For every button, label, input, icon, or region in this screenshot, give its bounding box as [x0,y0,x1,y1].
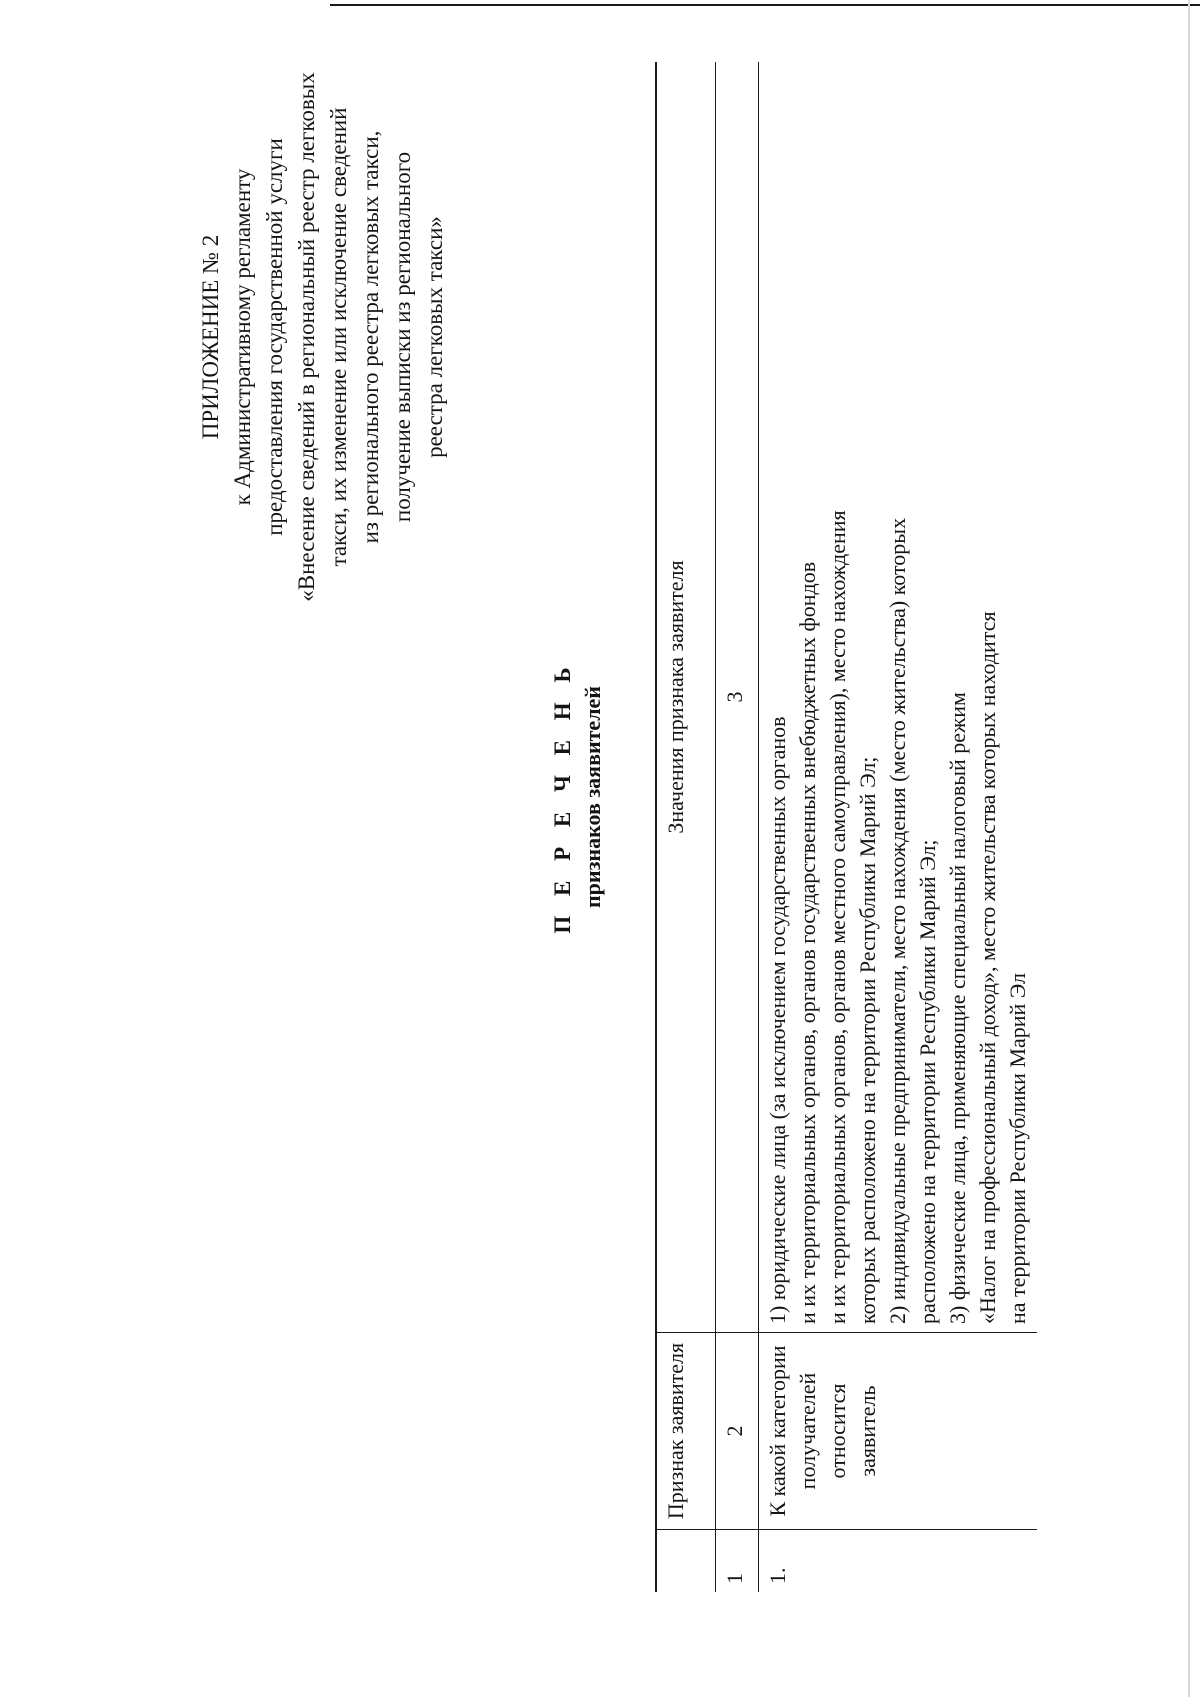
value-line: которых расположено на территории Республики Марий Эл; [855,756,880,1324]
column-number-cell: 1 [716,1530,759,1593]
table-row [759,62,1038,1592]
value-line: 3) физические лица, применяющие специальный налоговый режим [945,692,970,1324]
appendix-line: к Административному регламенту [230,168,255,506]
appendix-line: из регионального реестра легковых такси, [358,130,383,544]
heading-subtitle: признаков заявителей [580,686,605,908]
appendix-block [195,27,451,647]
appendix-title: ПРИЛОЖЕНИЕ № 2 [198,234,223,440]
value-line: и их территориальных органов, органов государственных внебюджетных фондов [795,561,820,1324]
value-line: и их территориальных органов, органов местного самоуправления), место нахождения [825,510,850,1324]
header-cell-number [656,1530,716,1593]
row-number-cell: 1. [759,1530,1038,1593]
value-line: 2) индивидуальные предприниматели, место нахождения (место жительства) которых [885,517,910,1324]
row-values-cell [759,62,1038,1333]
appendix-line: получение выписки из регионального [390,151,415,523]
applicant-signs-table [655,62,1037,1592]
column-number-row [716,62,759,1592]
appendix-line: предоставления государственной услуги [262,138,287,536]
table-header-row [656,62,716,1592]
value-line: расположено на территории Республики Марий Эл; [915,839,940,1324]
appendix-line: такси, их изменение или исключение сведений [326,107,351,567]
column-number-cell: 2 [716,1333,759,1530]
value-line: 1) юридические лица (за исключением государственных органов [765,716,790,1324]
value-line: «Налог на профессиональный доход», место жительства которых находится [975,611,1000,1324]
appendix-line: реестра легковых такси» [422,216,447,458]
appendix-line: «Внесение сведений в региональный реестр легковых [294,72,319,602]
header-cell-sign: Признак заявителя [656,1333,716,1530]
value-line: на территории Республики Марий Эл [1005,972,1030,1324]
header-cell-values: Значения признака заявителя [656,62,716,1333]
column-number-cell: 3 [716,62,759,1333]
row-sign-cell: К какой категории получателей относится заявитель [759,1333,1038,1530]
heading-title: П Е Р Е Ч Е Н Ь [550,660,575,934]
document-heading [548,497,608,1097]
